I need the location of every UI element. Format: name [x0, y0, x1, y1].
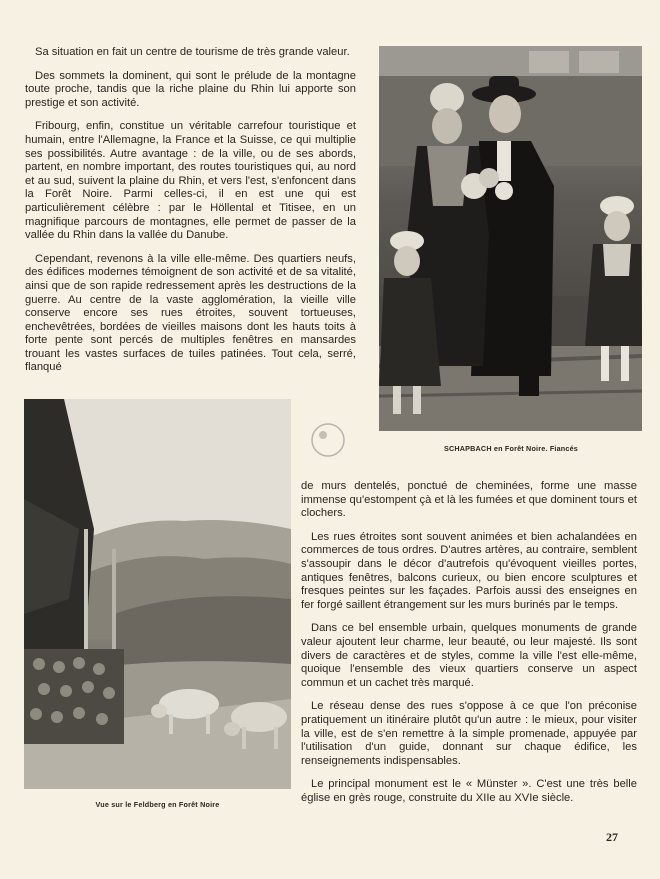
page-number: 27 [606, 830, 618, 844]
right-column-text [301, 480, 637, 815]
feldberg-photo-illustration [24, 399, 291, 789]
stamp-icon [309, 421, 347, 459]
schapbach-photo [379, 46, 642, 431]
schapbach-photo-caption: SCHAPBACH en Forêt Noire. Fiancés [443, 444, 578, 453]
paragraph: Le réseau dense des rues s'oppose à ce que l'on préconise pratiquement un itinéraire plutôt qu'un autre : le mieux, pour visiter la ville, est de s'en remettre à la simple promenade, appuyée par l'utilisation d'un guide, donnant sur chaque édifice, les renseignements indispensables. [301, 700, 637, 767]
left-column-text [25, 46, 356, 385]
feldberg-photo-caption: Vue sur le Feldberg en Forêt Noire [95, 800, 220, 809]
schapbach-photo-illustration [379, 46, 642, 431]
library-stamp [309, 421, 347, 459]
paragraph: Des sommets la dominent, qui sont le prélude de la montagne toute proche, tandis que la riche plaine du Rhin lui apporte son prestige et son activité. [25, 69, 356, 109]
paragraph: de murs dentelés, ponctué de cheminées, forme une masse immense qu'estompent çà et là les fumées et que dominent tours et clochers. [301, 480, 637, 520]
paragraph: Fribourg, enfin, constitue un véritable carrefour touristique et humain, entre l'Allemagne, la France et la Suisse, ce qui multiplie ses possibilités. Autre avantage : de la ville, ou de ses abords, partent, en nombre important, des routes touristiques qui, au nord et au sud, suivent la plaine du Rhin, et vers l'est, s'enfoncent dans la Forêt Noire. Parmi celles-ci, il en est une qui est particulièrement célèbre : par le Höllental et Titisee, en un magnifique parcours de montagnes, elle permet de passer de la vallée du Rhin dans la vallée du Danube. [25, 120, 356, 242]
paragraph: Les rues étroites sont souvent animées et bien achalandées en commerces de tous ordres. D'autres artères, au contraire, semblent s'assoupir dans le décor d'autrefois qu'évoquent vieilles portes, antiques fenêtres, balcons curieux, ou bien encore sculptures et fresques peintes sur les façades. Parfois aussi des enseignes en fer forgé saillent étrangement sur les murs burinés par le temps. [301, 530, 637, 611]
paragraph: Dans ce bel ensemble urbain, quelques monuments de grande valeur ajoutent leur charme, leur beauté, ou leur majesté. Ils sont divers de caractères et de styles, comme la ville l'est elle-même, quoique l'ensemble des vieux quartiers conserve un aspect commun et un cachet très marqué. [301, 622, 637, 689]
paragraph: Le principal monument est le « Münster ». C'est une très belle église en grès rouge, construite du XIIe au XVIe siècle. [301, 778, 637, 804]
paragraph: Cependant, revenons à la ville elle-même. Des quartiers neufs, des édifices modernes témoignent de son activité et de sa vitalité, ainsi que de son rapide redressement après les destructions de la guerre. Au centre de la vaste agglomération, la vieille ville conserve encore ses rues étroites, souvent tortueuses, enchevêtrées, bordées de vieilles maisons dont les hauts toits à forte pente sont percés de multiples fenêtres en mansardes trouant les vastes surfaces de tuiles patinées. Tout cela, serré, flanqué [25, 252, 356, 374]
paragraph: Sa situation en fait un centre de tourisme de très grande valeur. [35, 46, 350, 58]
feldberg-photo [24, 399, 291, 789]
